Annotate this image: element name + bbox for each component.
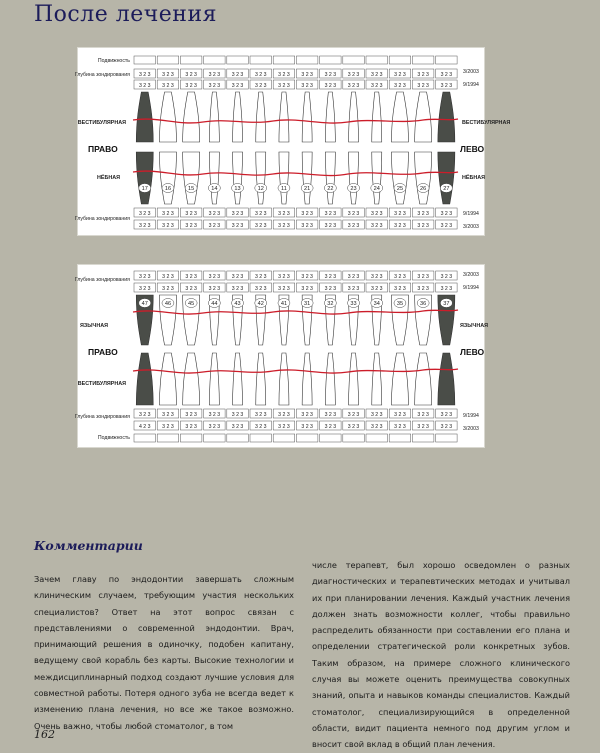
probing-lower-bottom-value: 3 2 3 <box>138 412 151 418</box>
date-lower-bottom-2: 3/2003 <box>463 426 479 432</box>
probing-upper-top-value: 3 2 3 <box>417 72 429 78</box>
upper-tooth-number: 27 <box>443 186 450 192</box>
date-lower-top-1: 3/2003 <box>463 272 479 278</box>
mobility-lower-cell <box>320 434 342 442</box>
probing-lower-bottom-value: 3 2 3 <box>278 412 290 418</box>
upper-tooth-number: 14 <box>211 186 218 192</box>
date-upper-bottom-2: 3/2003 <box>463 224 479 230</box>
upper-tooth-palatal <box>233 152 243 204</box>
probing-upper-bottom2-value: 3 2 3 <box>162 223 174 229</box>
probing-lower-top-value: 3 2 3 <box>278 274 290 280</box>
mobility-lower-cell <box>296 434 318 442</box>
lower-tooth-vestibular <box>256 353 266 405</box>
mobility-lower-cell <box>134 434 156 442</box>
probing-lower-bottom-value: 3 2 3 <box>254 412 267 418</box>
upper-tooth-palatal <box>349 152 359 204</box>
mobility-upper-cell <box>204 56 226 64</box>
mobility-upper-cell <box>273 56 295 64</box>
lower-tooth-number: 47 <box>141 301 148 307</box>
probing-lower-bottom-value: 3 2 3 <box>231 412 244 418</box>
upper-tooth-number: 17 <box>141 186 148 192</box>
probing-upper-top2-value: 3 2 3 <box>301 83 313 89</box>
upper-tooth-vestibular <box>325 92 335 142</box>
upper-tooth-palatal <box>325 152 335 204</box>
lower-tooth-vestibular <box>325 353 335 405</box>
vestibular-label-lower-left: ВЕСТИБУЛЯРНАЯ <box>77 381 126 387</box>
probing-upper-bottom-value: 3 2 3 <box>370 211 383 217</box>
probing-lower-bottom2-value: 3 2 3 <box>347 424 360 430</box>
upper-tooth-number: 22 <box>327 186 334 192</box>
upper-tooth-number: 15 <box>188 186 195 192</box>
probing-lower-bottom-value: 3 2 3 <box>185 412 197 418</box>
lower-tooth-number: 43 <box>234 301 241 307</box>
probing-lower-bottom-value: 3 2 3 <box>347 412 360 418</box>
probing-upper-top-value: 3 2 3 <box>162 72 174 78</box>
probing-lower-top2-value: 3 2 3 <box>440 286 453 292</box>
mobility-lower-cell <box>412 434 434 442</box>
probing-lower-top-value: 3 2 3 <box>394 274 406 280</box>
probing-upper-top2-value: 3 2 3 <box>394 83 406 89</box>
probing-upper-top-value: 3 2 3 <box>185 72 197 78</box>
mobility-upper-cell <box>366 56 388 64</box>
probing-upper-top2-value: 3 2 3 <box>440 83 453 89</box>
mobility-lower-cell <box>227 434 249 442</box>
probing-upper-top2-value: 3 2 3 <box>417 83 429 89</box>
upper-tooth-vestibular <box>372 92 382 142</box>
probing-lower-top-value: 3 2 3 <box>417 274 429 280</box>
date-upper-top-1: 3/2003 <box>463 69 479 75</box>
probing-upper-bottom-value: 3 2 3 <box>208 211 221 217</box>
mobility-upper-cell <box>180 56 202 64</box>
right-side-label-lower: ПРАВО <box>88 347 118 357</box>
upper-tooth-vestibular <box>159 92 176 142</box>
palatal-label-upper-left: НЁБНАЯ <box>96 175 120 181</box>
left-side-label-upper: ЛЕВО <box>460 144 485 154</box>
upper-tooth-palatal <box>302 152 312 204</box>
probing-upper-top2-value: 3 2 3 <box>138 83 151 89</box>
probing-upper-bottom2-value: 3 2 3 <box>347 223 360 229</box>
probing-lower-top2-value: 3 2 3 <box>231 286 244 292</box>
upper-tooth-palatal <box>391 152 408 204</box>
probing-lower-bottom2-value: 3 2 3 <box>231 424 244 430</box>
probing-upper-bottom2-value: 3 2 3 <box>138 223 151 229</box>
probing-upper-bottom-value: 3 2 3 <box>417 211 429 217</box>
vestibular-label-upper-right: ВЕСТИБУЛЯРНАЯ <box>462 120 511 126</box>
probing-lower-top-value: 3 2 3 <box>185 274 197 280</box>
probing-lower-top2-value: 3 2 3 <box>301 286 313 292</box>
page-title: После лечения <box>34 2 218 27</box>
probing-upper-bottom-value: 3 2 3 <box>185 211 197 217</box>
probing-upper-bottom2-value: 3 2 3 <box>254 223 267 229</box>
upper-tooth-number: 16 <box>164 186 172 192</box>
lower-tooth-number: 45 <box>188 301 195 307</box>
probing-lower-bottom-value: 3 2 3 <box>394 412 406 418</box>
upper-tooth-palatal <box>136 152 153 204</box>
upper-tooth-number: 13 <box>234 186 241 192</box>
probing-upper-bottom2-value: 3 2 3 <box>208 223 221 229</box>
probing-lower-top2-value: 3 2 3 <box>417 286 429 292</box>
upper-tooth-number: 26 <box>420 186 427 192</box>
probing-label-upper-top: Глубина зондирования <box>74 72 130 78</box>
probing-lower-bottom2-value: 3 2 3 <box>185 424 197 430</box>
probing-lower-top2-value: 3 2 3 <box>370 286 383 292</box>
upper-tooth-vestibular <box>183 92 200 142</box>
probing-label-lower-top: Глубина зондирования <box>74 277 130 283</box>
upper-tooth-palatal <box>372 152 382 204</box>
left-side-label-lower: ЛЕВО <box>460 347 485 357</box>
mobility-lower-cell <box>157 434 179 442</box>
probing-upper-bottom2-value: 3 2 3 <box>394 223 406 229</box>
probing-lower-top-value: 3 2 3 <box>370 274 383 280</box>
probing-upper-bottom-value: 3 2 3 <box>394 211 406 217</box>
upper-tooth-palatal <box>159 152 176 204</box>
lower-tooth-number: 33 <box>350 301 357 307</box>
lower-tooth-vestibular <box>136 353 153 405</box>
probing-upper-top2-value: 3 2 3 <box>254 83 267 89</box>
lingual-label-lower-left: ЯЗЫЧНАЯ <box>80 323 108 329</box>
probing-lower-bottom-value: 3 2 3 <box>208 412 221 418</box>
upper-tooth-vestibular <box>438 92 455 142</box>
probing-upper-top-value: 3 2 3 <box>301 72 313 78</box>
mobility-upper-cell <box>320 56 342 64</box>
mobility-upper-cell <box>436 56 458 64</box>
lower-tooth-number: 34 <box>373 301 380 307</box>
upper-tooth-vestibular <box>256 92 266 142</box>
probing-upper-top2-value: 3 2 3 <box>347 83 360 89</box>
probing-lower-top-value: 3 2 3 <box>254 274 267 280</box>
lower-tooth-number: 32 <box>327 301 334 307</box>
mobility-lower-cell <box>366 434 388 442</box>
upper-tooth-vestibular <box>302 92 312 142</box>
probing-upper-bottom2-value: 3 2 3 <box>231 223 244 229</box>
lower-tooth-vestibular <box>391 353 408 405</box>
lower-tooth-vestibular <box>302 353 312 405</box>
palatal-label-upper-right: НЁБНАЯ <box>462 175 486 181</box>
probing-upper-bottom-value: 3 2 3 <box>162 211 174 217</box>
mobility-upper-cell <box>227 56 249 64</box>
probing-upper-bottom-value: 3 2 3 <box>301 211 313 217</box>
probing-lower-top2-value: 3 2 3 <box>138 286 151 292</box>
lower-tooth-vestibular <box>415 353 432 405</box>
right-side-label-upper: ПРАВО <box>88 144 118 154</box>
lower-tooth-vestibular <box>372 353 382 405</box>
mobility-lower-cell <box>180 434 202 442</box>
mobility-upper-cell <box>296 56 318 64</box>
upper-tooth-palatal <box>438 152 455 204</box>
probing-lower-top-value: 3 2 3 <box>347 274 360 280</box>
upper-tooth-vestibular <box>391 92 408 142</box>
upper-tooth-number: 12 <box>257 186 264 192</box>
probing-upper-bottom-value: 3 2 3 <box>138 211 151 217</box>
upper-tooth-vestibular <box>233 92 243 142</box>
comments-right-column: числе терапевт, был хорошо осведомлен о разных диагностических и терапевтических методах и учитывал их при планировании лечения. Каждый участник лечения должен знать возможности коллег, чтобы правильно распределить обязанности при составлении его плана и определении стратегической роли конкретных зубов. Таким образом, на примере сложного клинического случая вы можете оценить преимущества совокупных знаний, опыта и навыков команды специалистов. Каждый стоматолог, специализирующийся в определенной области, видит пациента немного под другим углом и вносит свой вклад в общий план лечения. <box>312 560 570 750</box>
probing-upper-bottom-value: 3 2 3 <box>231 211 244 217</box>
mobility-label-upper: Подвижность <box>97 58 130 64</box>
probing-lower-bottom-value: 3 2 3 <box>440 412 453 418</box>
upper-tooth-number: 25 <box>396 186 404 192</box>
probing-upper-top-value: 3 2 3 <box>278 72 290 78</box>
lower-tooth-vestibular <box>438 353 455 405</box>
upper-jaw-chart <box>74 48 511 235</box>
probing-lower-bottom2-value: 3 2 3 <box>324 424 337 430</box>
gingival-line-upper-palatal <box>133 171 458 176</box>
probing-upper-top-value: 3 2 3 <box>208 72 221 78</box>
probing-upper-top-value: 3 2 3 <box>370 72 383 78</box>
probing-upper-bottom2-value: 3 2 3 <box>185 223 197 229</box>
probing-lower-bottom-value: 3 2 3 <box>162 412 174 418</box>
probing-upper-top-value: 3 2 3 <box>324 72 337 78</box>
probing-upper-top-value: 3 2 3 <box>394 72 406 78</box>
probing-upper-top2-value: 3 2 3 <box>162 83 174 89</box>
probing-lower-bottom2-value: 3 2 3 <box>162 424 174 430</box>
upper-tooth-vestibular <box>209 92 219 142</box>
mobility-upper-cell <box>134 56 156 64</box>
gingival-line-upper-vestibular <box>133 119 458 123</box>
probing-lower-bottom2-value: 3 2 3 <box>301 424 313 430</box>
probing-lower-bottom-value: 3 2 3 <box>324 412 337 418</box>
probing-lower-top-value: 3 2 3 <box>208 274 221 280</box>
mobility-lower-cell <box>389 434 411 442</box>
comments-heading: Комментарии <box>34 538 143 553</box>
upper-tooth-number: 23 <box>350 186 357 192</box>
lower-tooth-vestibular <box>233 353 243 405</box>
probing-lower-top2-value: 3 2 3 <box>347 286 360 292</box>
probing-upper-top-value: 3 2 3 <box>231 72 244 78</box>
probing-lower-bottom2-value: 3 2 3 <box>370 424 383 430</box>
lower-tooth-vestibular <box>159 353 176 405</box>
mobility-lower-cell <box>436 434 458 442</box>
lower-tooth-number: 42 <box>257 301 264 307</box>
probing-lower-bottom2-value: 3 2 3 <box>394 424 406 430</box>
mobility-lower-cell <box>273 434 295 442</box>
probing-lower-top2-value: 3 2 3 <box>324 286 337 292</box>
lower-tooth-number: 35 <box>396 301 404 307</box>
lower-tooth-number: 37 <box>443 301 450 307</box>
probing-lower-bottom2-value: 3 2 3 <box>440 424 453 430</box>
probing-lower-top-value: 3 2 3 <box>324 274 337 280</box>
probing-lower-top-value: 3 2 3 <box>231 274 244 280</box>
upper-tooth-vestibular <box>349 92 359 142</box>
probing-lower-top2-value: 3 2 3 <box>162 286 174 292</box>
probing-upper-top-value: 3 2 3 <box>254 72 267 78</box>
probing-upper-top2-value: 3 2 3 <box>278 83 290 89</box>
probing-upper-bottom-value: 3 2 3 <box>324 211 337 217</box>
probing-upper-bottom2-value: 3 2 3 <box>417 223 429 229</box>
probing-lower-top2-value: 3 2 3 <box>278 286 290 292</box>
probing-upper-bottom-value: 3 2 3 <box>278 211 290 217</box>
date-lower-top-2: 9/1994 <box>463 285 479 291</box>
lower-jaw-chart <box>74 265 488 447</box>
probing-upper-bottom2-value: 3 2 3 <box>324 223 337 229</box>
upper-tooth-palatal <box>183 152 200 204</box>
probing-lower-top2-value: 3 2 3 <box>208 286 221 292</box>
upper-tooth-palatal <box>256 152 266 204</box>
probing-upper-top2-value: 3 2 3 <box>370 83 383 89</box>
probing-upper-top-value: 3 2 3 <box>347 72 360 78</box>
upper-tooth-palatal <box>209 152 219 204</box>
probing-label-lower-bottom: Глубина зондирования <box>74 414 130 420</box>
upper-tooth-number: 21 <box>304 186 311 192</box>
gingival-line-lower-vestibular <box>133 369 458 373</box>
upper-tooth-palatal <box>279 152 289 204</box>
mobility-lower-cell <box>250 434 272 442</box>
lingual-label-lower-right: ЯЗЫЧНАЯ <box>460 323 488 329</box>
mobility-upper-cell <box>343 56 365 64</box>
mobility-upper-cell <box>250 56 272 64</box>
probing-lower-top-value: 3 2 3 <box>301 274 313 280</box>
probing-lower-bottom2-value: 3 2 3 <box>417 424 429 430</box>
probing-lower-top-value: 3 2 3 <box>440 274 453 280</box>
probing-upper-bottom-value: 3 2 3 <box>440 211 453 217</box>
probing-upper-bottom2-value: 3 2 3 <box>278 223 290 229</box>
probing-upper-bottom2-value: 3 2 3 <box>301 223 313 229</box>
gingival-line-lower-lingual <box>133 310 458 314</box>
lower-tooth-number: 44 <box>211 301 218 307</box>
probing-lower-top-value: 3 2 3 <box>162 274 174 280</box>
probing-lower-bottom2-value: 4 2 3 <box>138 424 151 430</box>
lower-tooth-vestibular <box>183 353 200 405</box>
probing-upper-top2-value: 3 2 3 <box>324 83 337 89</box>
upper-tooth-vestibular <box>136 92 153 142</box>
probing-upper-top2-value: 3 2 3 <box>231 83 244 89</box>
probing-label-upper-bottom: Глубина зондирования <box>74 216 130 222</box>
page-number: 162 <box>34 728 55 741</box>
probing-lower-bottom-value: 3 2 3 <box>301 412 313 418</box>
upper-tooth-vestibular <box>279 92 289 142</box>
lower-tooth-vestibular <box>279 353 289 405</box>
lower-tooth-vestibular <box>209 353 219 405</box>
probing-upper-top-value: 3 2 3 <box>138 72 151 78</box>
lower-tooth-number: 36 <box>420 301 427 307</box>
mobility-lower-cell <box>204 434 226 442</box>
probing-upper-top-value: 3 2 3 <box>440 72 453 78</box>
lower-tooth-number: 31 <box>304 301 311 307</box>
probing-lower-top2-value: 3 2 3 <box>185 286 197 292</box>
probing-lower-bottom2-value: 3 2 3 <box>208 424 221 430</box>
vestibular-label-upper-left: ВЕСТИБУЛЯРНАЯ <box>77 120 126 126</box>
probing-lower-bottom2-value: 3 2 3 <box>278 424 290 430</box>
lower-tooth-number: 46 <box>164 301 172 307</box>
lower-tooth-number: 41 <box>280 301 288 307</box>
date-upper-top-2: 9/1994 <box>463 82 479 88</box>
probing-upper-top2-value: 3 2 3 <box>208 83 221 89</box>
date-lower-bottom-1: 9/1994 <box>463 413 479 419</box>
lower-tooth-vestibular <box>349 353 359 405</box>
mobility-lower-cell <box>343 434 365 442</box>
probing-upper-bottom2-value: 3 2 3 <box>370 223 383 229</box>
mobility-upper-cell <box>157 56 179 64</box>
probing-lower-top-value: 3 2 3 <box>138 274 151 280</box>
probing-upper-bottom2-value: 3 2 3 <box>440 223 453 229</box>
date-upper-bottom-1: 9/1994 <box>463 211 479 217</box>
mobility-upper-cell <box>389 56 411 64</box>
upper-tooth-number: 24 <box>373 186 380 192</box>
probing-upper-bottom-value: 3 2 3 <box>254 211 267 217</box>
probing-lower-top2-value: 3 2 3 <box>254 286 267 292</box>
probing-lower-bottom-value: 3 2 3 <box>417 412 429 418</box>
comments-left-column: Зачем главу по эндодонтии завершать сложным клиническим случаем, требующим участия нескольких специалистов? Ответ на этот вопрос связан с представлениями о современной эндодонтии. Врач, принимающий решения в одиночку, подобен капитану, ведущему свой корабль без карты. Высокие технологии и междисциплинарный подход создают лучшие условия для совместной работы. Потеря одного зуба не всегда ведет к изменению плана лечения, но все же такое возможно. Очень важно, чтобы любой стоматолог, в том <box>34 574 294 731</box>
upper-tooth-palatal <box>415 152 432 204</box>
upper-tooth-vestibular <box>415 92 432 142</box>
probing-lower-top2-value: 3 2 3 <box>394 286 406 292</box>
mobility-label-lower: Подвижность <box>97 435 130 441</box>
probing-upper-bottom-value: 3 2 3 <box>347 211 360 217</box>
mobility-upper-cell <box>412 56 434 64</box>
probing-lower-bottom2-value: 3 2 3 <box>254 424 267 430</box>
probing-lower-bottom-value: 3 2 3 <box>370 412 383 418</box>
upper-tooth-number: 11 <box>281 186 287 192</box>
probing-upper-top2-value: 3 2 3 <box>185 83 197 89</box>
